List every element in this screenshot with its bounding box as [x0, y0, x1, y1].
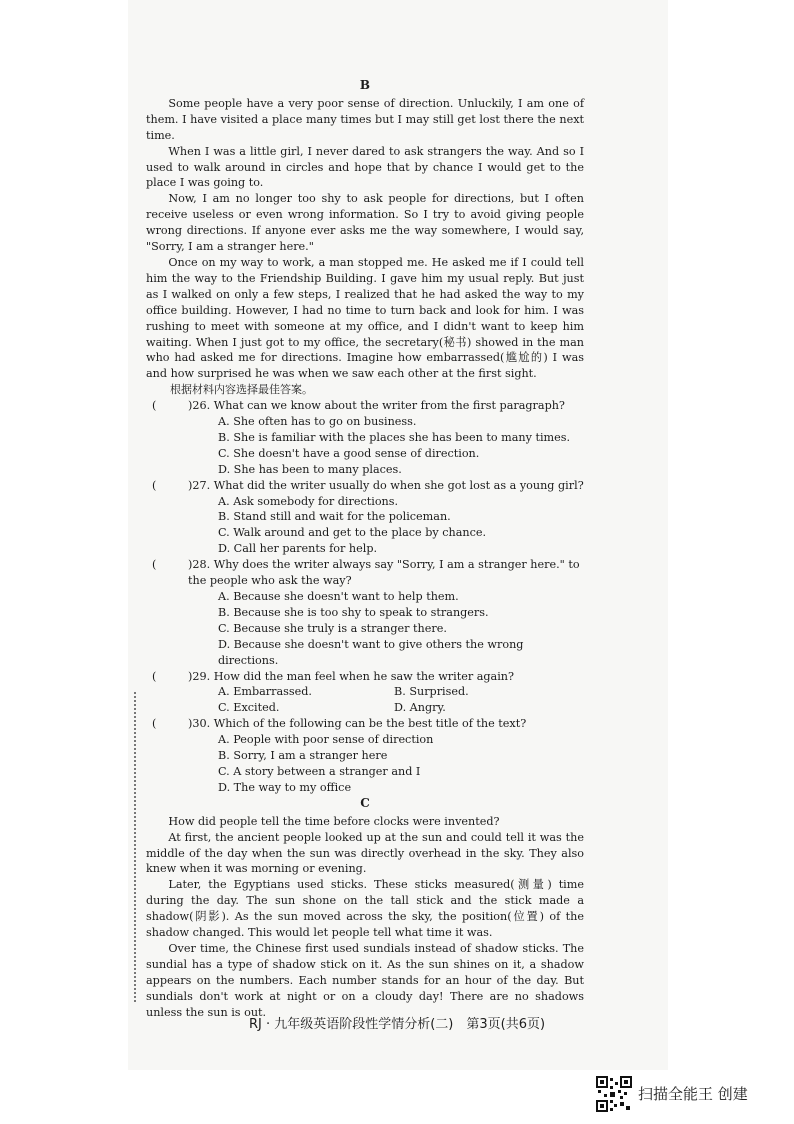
option: D. She has been to many places.	[218, 462, 402, 476]
option: B. She is familiar with the places she has been to many times.	[218, 430, 571, 444]
option: C. Walk around and get to the place by chance.	[218, 526, 487, 540]
scanner-watermark: 扫描全能王 创建	[638, 1085, 748, 1103]
option: A. She often has to go on business.	[218, 415, 417, 429]
passage-c-paragraph: How did people tell the time before clocks were invented?	[168, 814, 500, 828]
option: A. People with poor sense of direction	[218, 733, 434, 747]
question-stem: )26. What can we know about the writer from the first paragraph?	[188, 399, 565, 413]
option: B. Surprised.	[394, 685, 469, 699]
question-stem: )30. Which of the following can be the best title of the text?	[188, 717, 527, 731]
option: D. Angry.	[394, 701, 446, 715]
option: A. Ask somebody for directions.	[218, 494, 399, 508]
option: A. Because she doesn't want to help them.	[218, 590, 459, 603]
option: D. Because she doesn't want to give others the wrong directions.	[218, 637, 524, 667]
question-stem: )27. What did the writer usually do when she got lost as a young girl?	[188, 478, 584, 492]
passage-b-paragraph: Once on my way to work, a man stopped me. He asked me if I could tell him the way to the Friendship Building. I gave him my usual reply. But just as I walked on only a few steps, I realized that he had asked the way to my office building. However, I had no time to turn back and look for him. I was rushing to meet with someone at my office, and I didn't want to keep him waiting. When I just got to my office, the secretary(秘书) showed in the man who had asked me for directions. Imagine how embarrassed(尴尬的) I was and how surprised he was when we saw each other at the first sight.	[146, 255, 584, 381]
answer-blank[interactable]: (	[152, 399, 157, 413]
option: C. A story between a stranger and I	[218, 764, 421, 778]
question-29	[146, 669, 584, 717]
section-c-title: C	[360, 795, 370, 810]
option: C. Because she truly is a stranger there.	[218, 621, 447, 635]
passage-c-paragraph: Over time, the Chinese first used sundials instead of shadow sticks. The sundial has a type of shadow stick on it. As the sun shines on it, a shadow appears on the numbers. Each number stands for an hour of the day. But sundials don't work at night or on a cloudy day! There are no shadows unless the sun is out.	[146, 941, 584, 1019]
instruction: 根据材料内容选择最佳答案。	[170, 383, 313, 397]
option: C. Excited.	[218, 701, 280, 715]
option: B. Stand still and wait for the policeman.	[218, 510, 451, 524]
option: A. Embarrassed.	[218, 685, 312, 699]
option: D. Call her parents for help.	[218, 542, 378, 556]
passage-b-paragraph: Now, I am no longer too shy to ask people for directions, but I often receive useless or even wrong information. So I try to avoid giving people wrong directions. If anyone ever asks me the way somewhere, I would say, "Sorry, I am a stranger here."	[146, 192, 584, 254]
passage-b-paragraph: Some people have a very poor sense of direction. Unluckily, I am one of them. I have visited a place many times but I may still get lost there the next time.	[146, 96, 584, 142]
section-b-title: B	[359, 78, 371, 92]
question-27	[146, 478, 584, 558]
option-row	[218, 700, 584, 716]
binding-margin-line	[134, 692, 136, 1002]
option-row	[218, 684, 584, 700]
passage-c-paragraph: At first, the ancient people looked up at the sun and could tell it was the middle of the day when the sun was directly overhead in the sky. They also knew when it was morning or evening.	[146, 830, 584, 876]
option: B. Sorry, I am a stranger here	[218, 749, 388, 763]
qr-code-icon	[596, 1076, 632, 1112]
option: B. Because she is too shy to speak to strangers.	[218, 605, 489, 619]
answer-blank[interactable]: (	[152, 558, 157, 572]
exam-content	[146, 78, 584, 1020]
option: C. She doesn't have a good sense of direction.	[218, 446, 480, 460]
question-30	[146, 716, 584, 796]
question-26	[146, 398, 584, 478]
answer-blank[interactable]: (	[152, 669, 157, 683]
page-footer: RJ · 九年级英语阶段性学情分析(二) 第3页(共6页)	[248, 1017, 546, 1032]
passage-c-paragraph: Later, the Egyptians used sticks. These sticks measured(测量) time during the day. The sun shone on the tall stick and the stick made a shadow(阴影). As the sun moved across the sky, the position(位置) of the shadow changed. This would let people tell what time it was.	[146, 878, 584, 940]
answer-blank[interactable]: (	[152, 478, 157, 492]
answer-blank[interactable]: (	[152, 717, 157, 731]
question-28	[146, 557, 584, 668]
question-stem: )29. How did the man feel when he saw the writer again?	[188, 669, 514, 683]
passage-b-paragraph: When I was a little girl, I never dared to ask strangers the way. And so I used to walk around in circles and hope that by chance I would get to the place I was going to.	[146, 144, 584, 190]
option: D. The way to my office	[218, 780, 352, 794]
question-stem: )28. Why does the writer always say "Sorry, I am a stranger here." to the people who ask the way?	[188, 558, 580, 588]
